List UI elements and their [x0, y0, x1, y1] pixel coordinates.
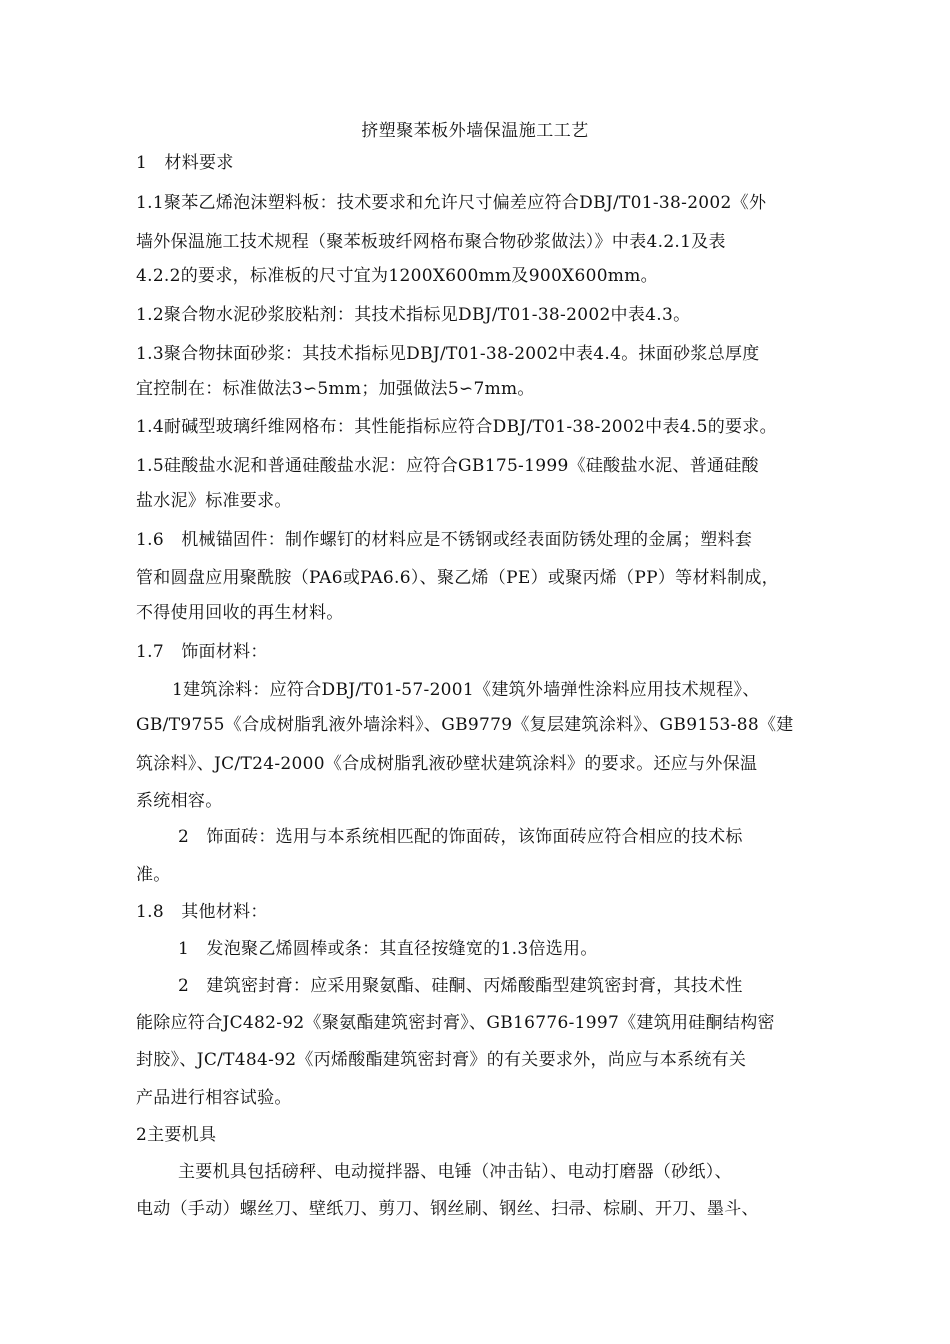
- paragraph-line: GB/T9755《合成树脂乳液外墙涂料》、GB9779《复层建筑涂料》、GB9153-88《建: [136, 715, 794, 735]
- paragraph-line: 1建筑涂料：应符合DBJ/T01-57-2001《建筑外墙弹性涂料应用技术规程》、: [172, 680, 760, 700]
- paragraph-line: 筑涂料》、JC/T24-2000《合成树脂乳液砂壁状建筑涂料》的要求。还应与外保温: [136, 754, 758, 774]
- paragraph-line: 电动（手动）螺丝刀、壁纸刀、剪刀、钢丝刷、钢丝、扫帚、棕刷、开刀、墨斗、: [136, 1199, 759, 1219]
- paragraph-line: 不得使用回收的再生材料。: [136, 603, 344, 623]
- paragraph-line: 产品进行相容试验。: [136, 1088, 292, 1108]
- paragraph-line: 1 发泡聚乙烯圆棒或条：其直径按缝宽的1.3倍选用。: [178, 939, 598, 959]
- paragraph-line: 1.2聚合物水泥砂浆胶粘剂：其技术指标见DBJ/T01-38-2002中表4.3。: [136, 305, 691, 325]
- paragraph-line: 能除应符合JC482-92《聚氨酯建筑密封膏》、GB16776-1997《建筑用硅酮结构密: [136, 1013, 775, 1033]
- paragraph-line: 1.3聚合物抹面砂浆：其技术指标见DBJ/T01-38-2002中表4.4。抹面砂浆总厚度: [136, 344, 760, 364]
- paragraph-line: 2 建筑密封膏：应采用聚氨酯、硅酮、丙烯酸酯型建筑密封膏，其技术性: [178, 976, 743, 996]
- paragraph-line: 1.5硅酸盐水泥和普通硅酸盐水泥：应符合GB175-1999《硅酸盐水泥、普通硅酸: [136, 456, 759, 476]
- paragraph-line: 封胶》、JC/T484-92《丙烯酸酯建筑密封膏》的有关要求外，尚应与本系统有关: [136, 1050, 747, 1070]
- paragraph-line: 1.4耐碱型玻璃纤维网格布：其性能指标应符合DBJ/T01-38-2002中表4.5的要求。: [136, 417, 777, 437]
- paragraph-line: 系统相容。: [136, 791, 223, 811]
- paragraph-line: 准。: [136, 865, 171, 885]
- section-heading: 1.7 饰面材料：: [136, 642, 268, 662]
- paragraph-line: 1.6 机械锚固件：制作螺钉的材料应是不锈钢或经表面防锈处理的金属；塑料套: [136, 530, 753, 550]
- paragraph-line: 1.1聚苯乙烯泡沫塑料板：技术要求和允许尺寸偏差应符合DBJ/T01-38-2002《外: [136, 193, 767, 213]
- paragraph-line: 主要机具包括磅秤、电动搅拌器、电锤（冲击钻）、电动打磨器（砂纸）、: [178, 1162, 732, 1182]
- paragraph-line: 宜控制在：标准做法3∽5mm；加强做法5∽7mm。: [136, 379, 535, 399]
- paragraph-line: 盐水泥》标准要求。: [136, 491, 292, 511]
- paragraph-line: 4.2.2的要求，标准板的尺寸宜为1200X600mm及900X600mm。: [136, 266, 658, 286]
- section-heading: 1.8 其他材料：: [136, 902, 268, 922]
- document-title: 挤塑聚苯板外墙保温施工工艺: [361, 121, 589, 141]
- paragraph-line: 2 饰面砖：选用与本系统相匹配的饰面砖，该饰面砖应符合相应的技术标: [178, 827, 743, 847]
- paragraph-line: 管和圆盘应用聚酰胺（PA6或PA6.6）、聚乙烯（PE）或聚丙烯（PP）等材料制成，: [136, 568, 779, 588]
- paragraph-line: 墙外保温施工技术规程（聚苯板玻纤网格布聚合物砂浆做法）》中表4.2.1及表: [136, 232, 726, 252]
- section-heading: 1 材料要求: [136, 153, 234, 173]
- section-heading: 2主要机具: [136, 1125, 217, 1145]
